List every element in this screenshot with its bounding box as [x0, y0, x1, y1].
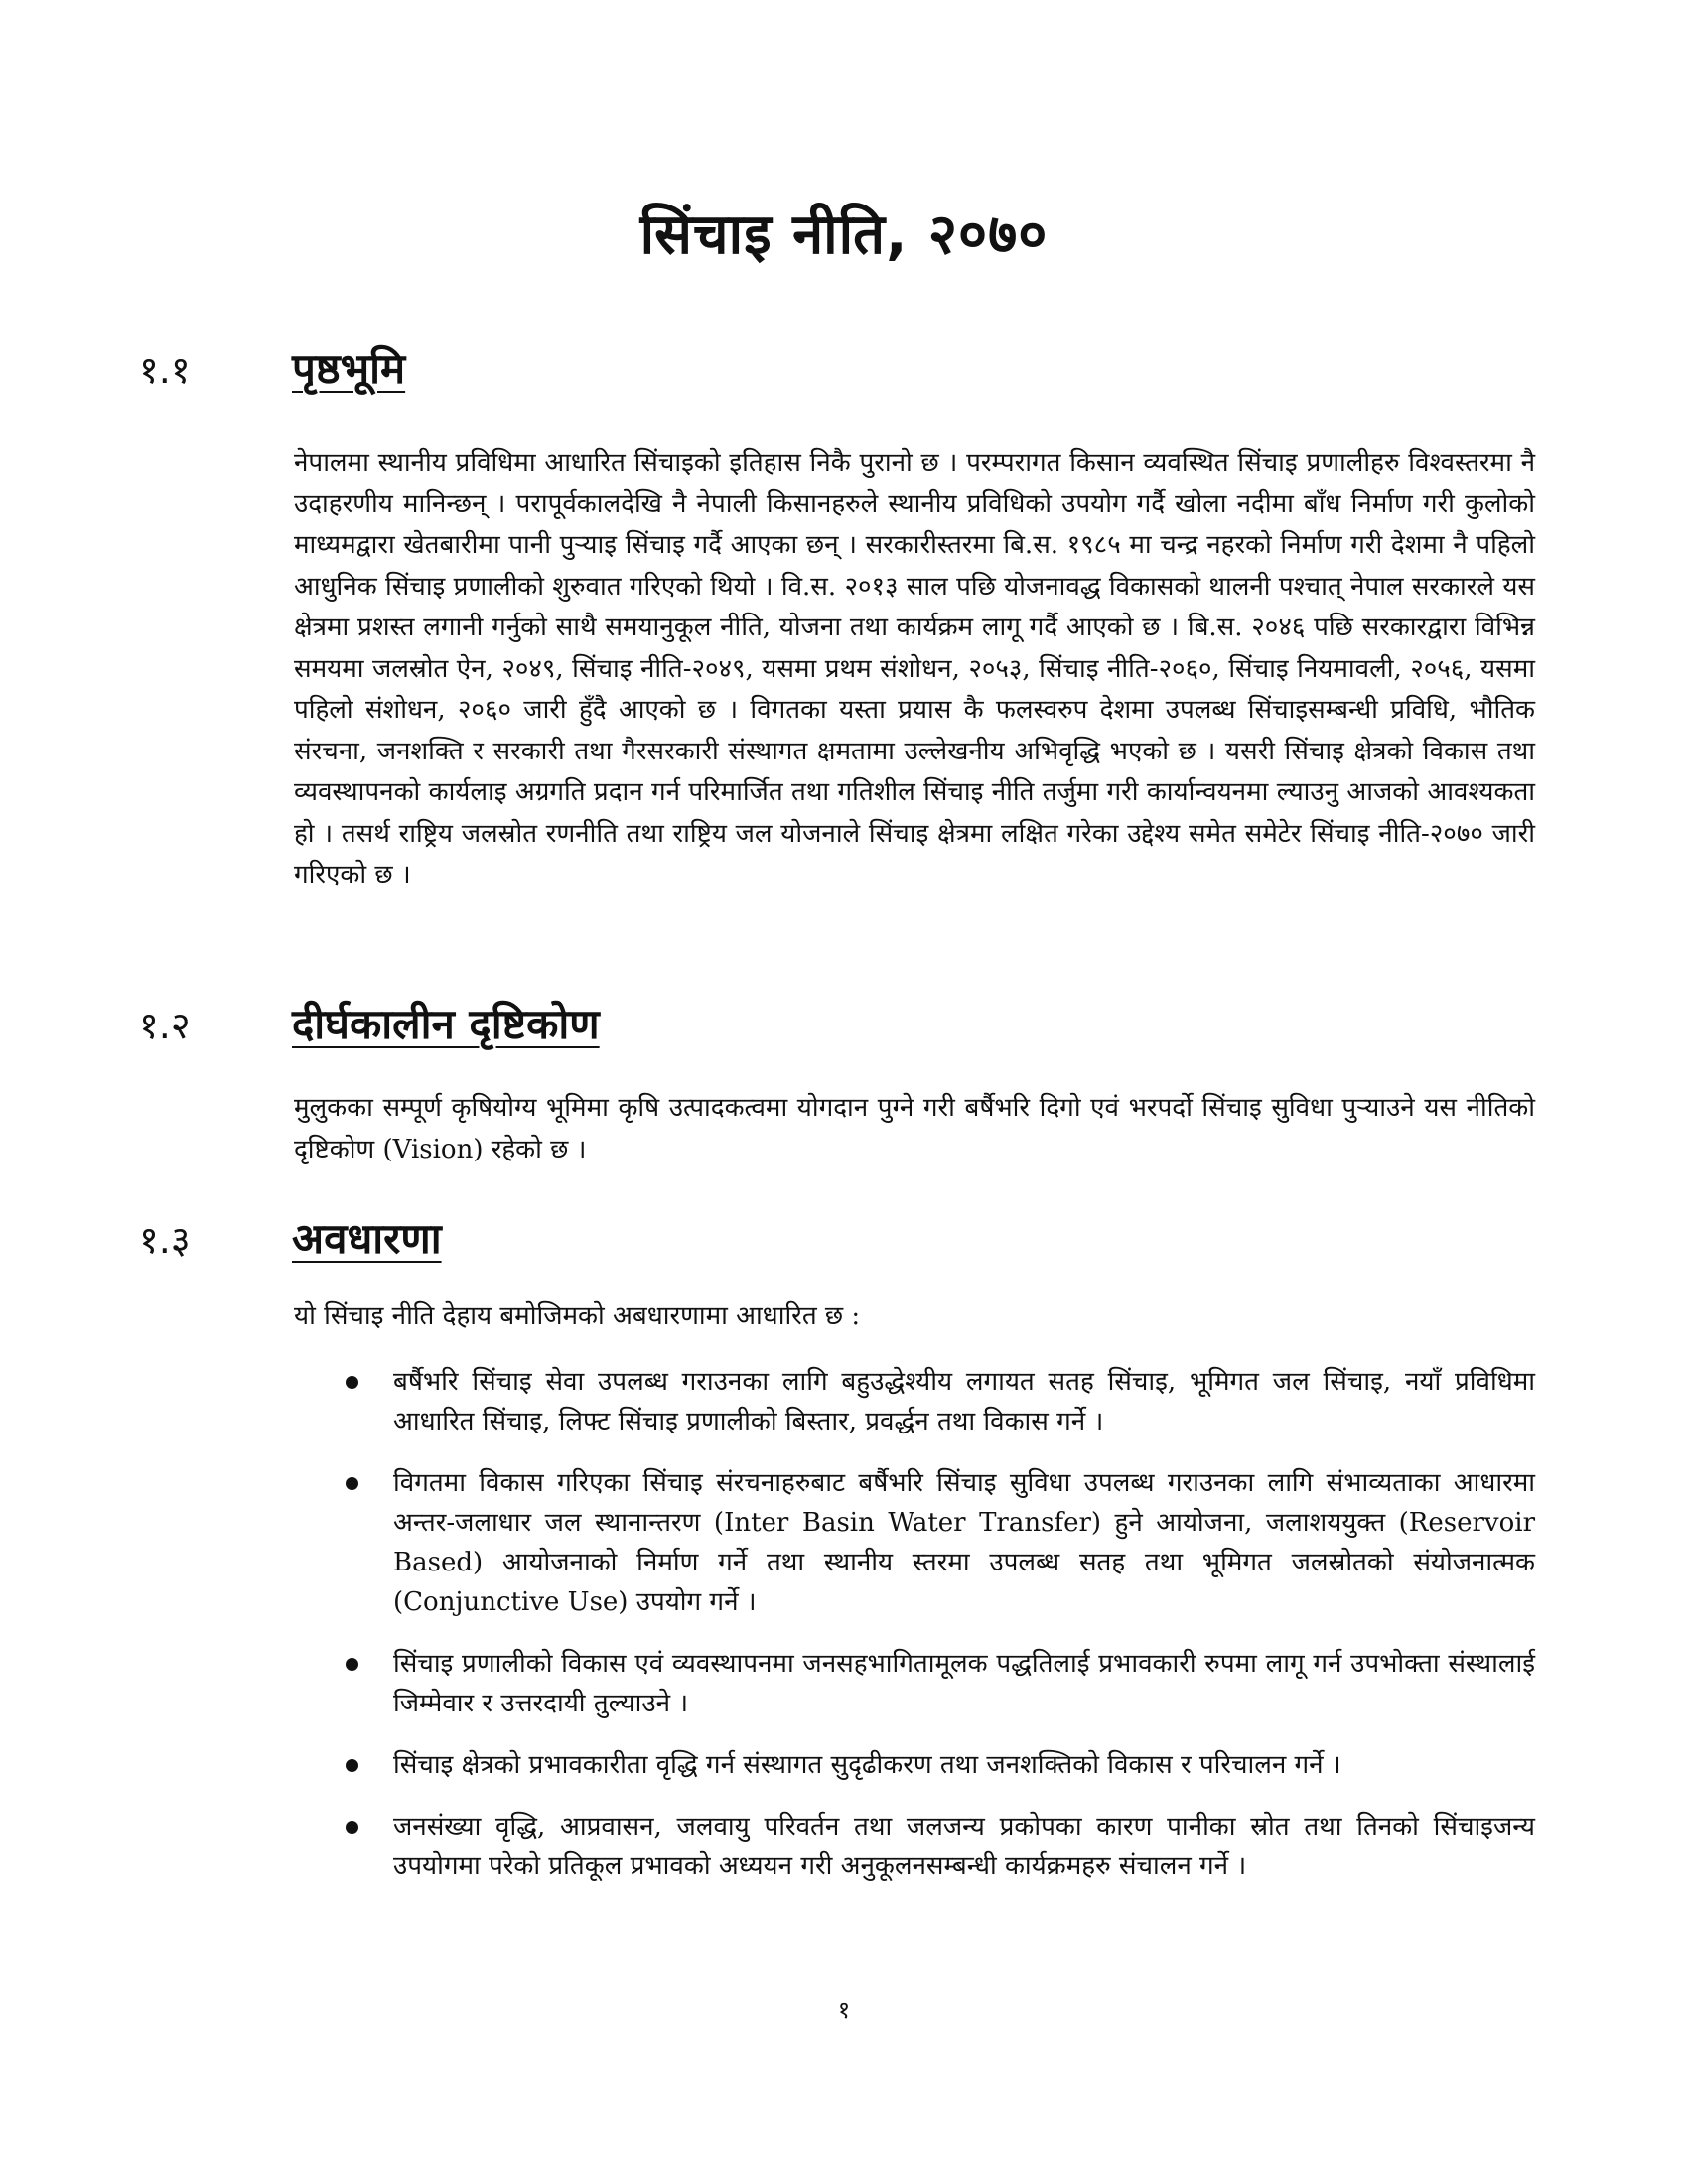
- background-paragraph: नेपालमा स्थानीय प्रविधिमा आधारित सिंचाइको इतिहास निकै पुरानो छ । परम्परागत किसान व्यवस्थित सिंचाइ प्रणालीहरु विश्वस्तरमा नै उदाहरणीय मानिन्छन् । परापूर्वकालदेखि नै नेपाली किसानहरुले स्थानीय प्रविधिको उपयोग गर्दै खोला नदीमा बाँध निर्माण गरी कुलोको माध्यमद्वारा खेतबारीमा पानी पुऱ्याइ सिंचाइ गर्दै आएका छन् । सरकारीस्तरमा बि.स. १९८५ मा चन्द्र नहरको निर्माण गरी देशमा नै पहिलो आधुनिक सिंचाइ प्रणालीको शुरुवात गरिएको थियो । वि.स. २०१३ साल पछि योजनावद्ध विकासको थालनी पश्चात् नेपाल सरकारले यस क्षेत्रमा प्रशस्त लगानी गर्नुको साथै समयानुकूल नीति, योजना तथा कार्यक्रम लागू गर्दै आएको छ । बि.स. २०४६ पछि सरकारद्वारा विभिन्न समयमा जलस्रोत ऐन, २०४९, सिंचाइ नीति-२०४९, यसमा प्रथम संशोधन, २०५३, सिंचाइ नीति-२०६०, सिंचाइ नियमावली, २०५६, यसमा पहिलो संशोधन, २०६० जारी हुँदै आएको छ । विगतका यस्ता प्रयास कै फलस्वरुप देशमा उपलब्ध सिंचाइसम्बन्धी प्रविधि, भौतिक संरचना, जनशक्ति र सरकारी तथा गैरसरकारी संस्थागत क्षमतामा उल्लेखनीय अभिवृद्धि भएको छ । यसरी सिंचाइ क्षेत्रको विकास तथा व्यवस्थापनको कार्यलाइ अग्रगति प्रदान गर्न परिमार्जित तथा गतिशील सिंचाइ नीति तर्जुमा गरी कार्यान्वयनमा ल्याउनु आजको आवश्यकता हो । तसर्थ राष्ट्रिय जलस्रोत रणनीति तथा राष्ट्रिय जल योजनाले सिंचाइ क्षेत्रमा लक्षित गरेका उद्देश्य समेत समेटेर सिंचाइ नीति-२०७० जारी गरिएको छ ।: [294, 448, 1535, 889]
- section-title: पृष्ठभूमि: [292, 344, 406, 393]
- bullet-icon: [346, 1658, 358, 1671]
- list-item: [338, 1644, 1535, 1723]
- section-title: दीर्घकालीन दृष्टिकोण: [292, 1000, 600, 1048]
- list-item-text: सिंचाइ प्रणालीको विकास एवं व्यवस्थापनमा जनसहभागितामूलक पद्धतिलाई प्रभावकारी रुपमा लागू गर्न उपभोक्ता संस्थालाई जिम्मेवार र उत्तरदायी तुल्याउने ।: [393, 1649, 1535, 1718]
- section-heading-background: [139, 340, 405, 409]
- list-item: [338, 1463, 1535, 1622]
- section-heading-concept: [139, 1209, 442, 1279]
- concept-bullet-list: [338, 1362, 1535, 1886]
- section-number: १.२: [139, 1004, 191, 1047]
- concept-intro: यो सिंचाइ नीति देहाय बमोजिमको अबधारणामा आधारित छ :: [294, 1301, 861, 1331]
- list-item-text: बर्षैभरि सिंचाइ सेवा उपलब्ध गराउनका लागि बहुउद्धेश्यीय लगायत सतह सिंचाइ, भूमिगत जल सिंचाइ, नयाँ प्रविधिमा आधारित सिंचाइ, लिफ्ट सिंचाइ प्रणालीको बिस्तार, प्रवर्द्धन तथा विकास गर्ने ।: [393, 1367, 1535, 1436]
- section-heading-vision: [139, 995, 600, 1064]
- list-item: [338, 1362, 1535, 1441]
- list-item-text: जनसंख्या वृद्धि, आप्रवासन, जलवायु परिवर्तन तथा जलजन्य प्रकोपका कारण पानीका स्रोत तथा तिनको सिंचाइजन्य उपयोगमा परेको प्रतिकूल प्रभावको अध्ययन गरी अनुकूलनसम्बन्धी कार्यक्रमहरु संचालन गर्ने ।: [393, 1812, 1535, 1881]
- section-number: १.३: [139, 1218, 191, 1262]
- vision-paragraph: मुलुकका सम्पूर्ण कृषियोग्य भूमिमा कृषि उत्पादकत्वमा योगदान पुग्ने गरी बर्षैभरि दिगो एवं भरपर्दो सिंचाइ सुविधा पुऱ्याउने यस नीतिको दृष्टिकोण (Vision) रहेको छ ।: [294, 1093, 1535, 1164]
- section-number: १.१: [139, 348, 191, 392]
- bullet-icon: [346, 1821, 358, 1834]
- list-item-text: सिंचाइ क्षेत्रको प्रभावकारीता वृद्धि गर्न संस्थागत सुदृढीकरण तथा जनशक्तिको विकास र परिचालन गर्ने ।: [393, 1750, 1341, 1780]
- list-item: [338, 1807, 1535, 1886]
- page-number: १: [837, 1996, 851, 2024]
- bullet-icon: [346, 1759, 358, 1772]
- bullet-icon: [346, 1376, 358, 1389]
- list-item: [338, 1745, 1535, 1785]
- document-title: सिंचाइ नीति, २०७०: [639, 203, 1049, 267]
- bullet-icon: [346, 1477, 358, 1490]
- list-item-text: विगतमा विकास गरिएका सिंचाइ संरचनाहरुबाट बर्षैभरि सिंचाइ सुविधा उपलब्ध गराउनका लागि संभाव्यताका आधारमा अन्तर-जलाधार जल स्थानान्तरण (Inter Basin Water Transfer) हुने आयोजना, जलाशययुक्त (Reservoir Based) आयोजनाको निर्माण गर्ने तथा स्थानीय स्तरमा उपलब्ध सतह तथा भूमिगत जलस्रोतको संयोजनात्मक (Conjunctive Use) उपयोग गर्ने ।: [393, 1468, 1535, 1617]
- section-title: अवधारणा: [292, 1214, 442, 1263]
